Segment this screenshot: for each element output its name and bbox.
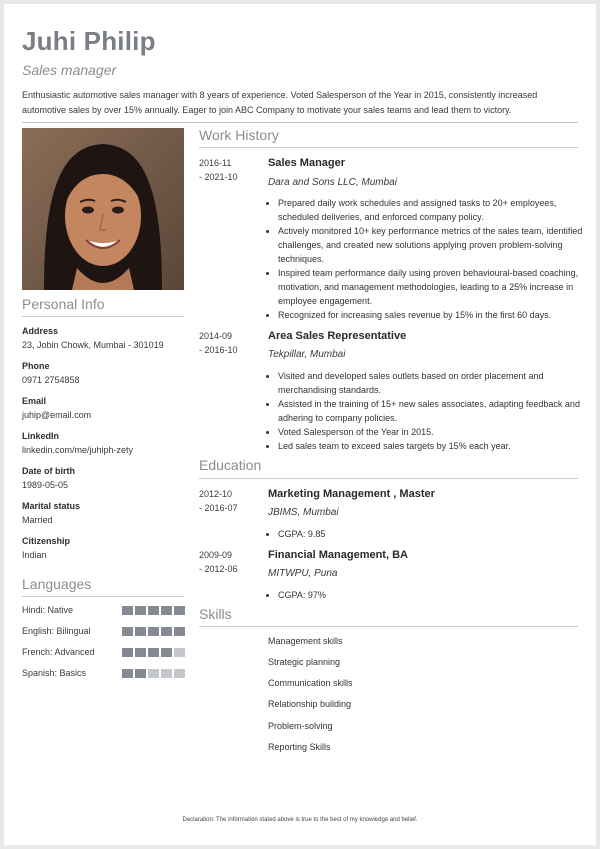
work-history-heading: Work History — [199, 127, 279, 143]
skill-item: Management skills — [268, 636, 343, 646]
education-date-range — [199, 487, 238, 515]
education-date-end: - 2016-07 — [199, 503, 238, 513]
citizenship-value: Indian — [22, 550, 47, 560]
job-date-end: - 2021-10 — [199, 172, 238, 182]
job-date-start: 2014-09 — [199, 331, 233, 341]
skills-rule — [199, 626, 578, 627]
linkedin-value: linkedin.com/me/juhiph-zety — [22, 445, 134, 455]
personal-info-heading: Personal Info — [22, 296, 105, 312]
candidate-title: Sales manager — [22, 62, 117, 78]
language-level-bar — [122, 606, 185, 615]
language-level-segment — [135, 669, 146, 678]
language-level-bar — [122, 669, 185, 678]
education-date-range — [199, 548, 238, 576]
language-level-segment — [148, 627, 159, 636]
phone-value: 0971 2754858 — [22, 375, 80, 385]
job-bullet: • Prepared daily work schedules and assigned tasks to 20+ employees, scheduled deliveries, and enforced company policy. — [278, 196, 596, 224]
education-details — [264, 527, 596, 541]
job-bullet: • Visited and developed sales outlets based on order placement and merchandising standards. — [278, 369, 596, 397]
degree-title: Marketing Management , Master — [268, 488, 435, 500]
language-level-segment — [174, 648, 185, 657]
language-level-segment — [148, 669, 159, 678]
declaration-text: Declaration: The information stated above is true to the best of my knowledge and belief. — [182, 817, 418, 823]
education-rule — [199, 478, 578, 479]
language-level-segment — [161, 669, 172, 678]
resume-page — [4, 4, 596, 845]
language-level-segment — [161, 627, 172, 636]
language-level-segment — [122, 606, 133, 615]
skill-item: Relationship building — [268, 699, 352, 709]
job-company: Dara and Sons LLC, Mumbai — [268, 177, 397, 188]
email-label: Email — [22, 396, 47, 406]
portrait-illustration — [22, 128, 184, 290]
education-date-start: 2009-09 — [199, 550, 233, 560]
languages-rule — [22, 596, 184, 597]
job-bullets — [264, 369, 596, 453]
job-bullet: • Led sales team to exceed sales targets by 15% each year. — [278, 439, 596, 453]
language-level-bar — [122, 627, 185, 636]
job-date-end: - 2016-10 — [199, 345, 238, 355]
language-level-segment — [161, 648, 172, 657]
language-label: Spanish: Basics — [22, 668, 87, 678]
linkedin-label: LinkedIn — [22, 431, 60, 441]
language-level-segment — [161, 606, 172, 615]
job-bullet: • Assisted in the training of 15+ new sales associates, adapting feedback and adhering to company policies. — [278, 397, 596, 425]
job-bullets — [264, 196, 596, 322]
address-label: Address — [22, 326, 59, 336]
language-level-segment — [135, 627, 146, 636]
job-date-range — [199, 329, 238, 357]
language-label: French: Advanced — [22, 647, 95, 657]
skill-item: Problem-solving — [268, 721, 333, 731]
job-bullet: • Recognized for increasing sales revenue by 15% in the first 60 days. — [278, 308, 596, 322]
job-bullet: • Actively monitored 10+ key performance metrics of the sales team, identified challenges, and created new solutions applying proven problem-solving techniques. — [278, 224, 596, 266]
job-bullet: • Inspired team performance daily using proven behavioural-based coaching, motivation, and management methodologies, leading to a 25% increase in employee engagement. — [278, 266, 596, 308]
marital-status-label: Marital status — [22, 501, 81, 511]
work-history-rule — [199, 147, 578, 148]
language-level-segment — [135, 606, 146, 615]
marital-status-value: Married — [22, 515, 53, 525]
job-date-start: 2016-11 — [199, 158, 232, 168]
education-details — [264, 588, 596, 602]
personal-info-rule — [22, 316, 184, 317]
language-level-segment — [122, 627, 133, 636]
language-level-segment — [135, 648, 146, 657]
education-detail: • CGPA: 97% — [278, 588, 596, 602]
skill-item: Communication skills — [268, 678, 353, 688]
language-level-segment — [174, 606, 185, 615]
job-bullet: • Voted Salesperson of the Year in 2015. — [278, 425, 596, 439]
language-level-segment — [148, 606, 159, 615]
job-title: Area Sales Representative — [268, 330, 407, 342]
language-level-segment — [174, 627, 185, 636]
school-name: JBIMS, Mumbai — [268, 507, 339, 518]
dob-label: Date of birth — [22, 466, 75, 476]
language-level-segment — [122, 648, 133, 657]
job-date-range — [199, 156, 238, 184]
school-name: MITWPU, Puna — [268, 568, 338, 579]
language-level-segment — [174, 669, 185, 678]
degree-title: Financial Management, BA — [268, 549, 408, 561]
skill-item: Reporting Skills — [268, 742, 331, 752]
languages-heading: Languages — [22, 576, 92, 592]
email-value: juhip@email.com — [22, 410, 92, 420]
language-level-segment — [148, 648, 159, 657]
address-value: 23, Jobin Chowk, Mumbai - 301019 — [22, 340, 164, 350]
job-title: Sales Manager — [268, 157, 346, 169]
skill-item: Strategic planning — [268, 657, 341, 667]
dob-value: 1989-05-05 — [22, 480, 69, 490]
language-level-bar — [122, 648, 185, 657]
skills-heading: Skills — [199, 606, 232, 622]
candidate-name: Juhi Philip — [22, 26, 156, 56]
header-divider — [22, 122, 578, 123]
language-level-segment — [122, 669, 133, 678]
education-date-end: - 2012-06 — [199, 564, 238, 574]
profile-photo — [22, 128, 184, 290]
education-detail: • CGPA: 9.85 — [278, 527, 596, 541]
job-company: Tekpillar, Mumbai — [268, 349, 346, 360]
language-label: Hindi: Native — [22, 605, 74, 615]
language-label: English: Bilingual — [22, 626, 91, 636]
education-date-start: 2012-10 — [199, 489, 233, 499]
profile-summary: Enthusiastic automotive sales manager with 8 years of experience. Voted Salesperson of the Year in 2015, consistently increased automotive sales by over 15% annually. Eager to join ABC Company to motivate your sales teams and lead them to victory. — [22, 90, 538, 115]
phone-label: Phone — [22, 361, 50, 371]
education-heading: Education — [199, 457, 262, 473]
citizenship-label: Citizenship — [22, 536, 71, 546]
